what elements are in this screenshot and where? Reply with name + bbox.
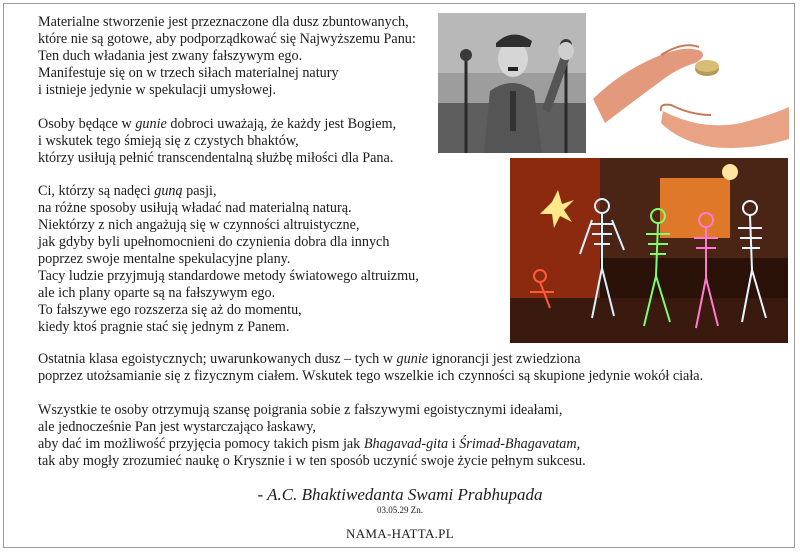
text-line: ale ich plany oparte są na fałszywym ego.: [38, 285, 276, 301]
paragraph-3: [38, 183, 419, 336]
text-line: Osoby będące w gunie dobroci uważają, że każdy jest Bogiem,: [38, 116, 397, 132]
text-line: aby dać im możliwość przyjęcia pomocy takich pism jak Bhagavad-gita i Śrimad-Bhagavatam,: [38, 436, 581, 452]
italic-title: Bhagavad-gita: [363, 436, 449, 452]
date-note: 03.05.29 Zn.: [377, 505, 423, 515]
text-line: i wskutek tego śmieją się z czystych bhaktów,: [38, 133, 299, 149]
text-line: na różne sposoby usiłują władać nad materialną naturą.: [38, 200, 352, 216]
italic-term: gunie: [396, 351, 429, 367]
text-line: Ostatnia klasa egoistycznych; uwarunkowanych dusz – tych w gunie ignorancji jest zwiedziona: [38, 351, 581, 367]
website-footer: NAMA-HATTA.PL: [346, 526, 454, 541]
text-line: Manifestuje się on w trzech siłach materialnej natury: [38, 65, 339, 81]
paragraph-5: [38, 402, 586, 470]
italic-term: guną: [154, 183, 183, 199]
text-line: Ten duch władania jest zwany fałszywym ego.: [38, 48, 303, 64]
text-line: Materialne stworzenie jest przeznaczone dla dusz zbuntowanych,: [38, 14, 409, 30]
text-line: i istnieje jedynie w spekulacji umysłowej.: [38, 82, 276, 98]
text-line: To fałszywe ego rozszerza się aż do momentu,: [38, 302, 302, 318]
text-line: poprzez utożsamianie się z fizycznym ciałem. Wskutek tego wszelkie ich czynności są skupione jedynie wokół ciała.: [38, 368, 704, 384]
paragraph-4: [38, 351, 703, 385]
text-line: Wszystkie te osoby otrzymują szansę poigrania sobie z fałszywymi egoistycznymi ideałami,: [38, 402, 563, 418]
dictator-speech-photo: [438, 13, 586, 153]
paragraph-1: [38, 14, 416, 99]
text-line: kiedy ktoś pragnie stać się jednym z Panem.: [38, 319, 290, 335]
text-line: Ci, którzy są nadęci guną pasji,: [38, 183, 217, 199]
text-line: tak aby mogły zrozumieć naukę o Kryszniе i w ten sposób uczynić swoje życie pełnym sukcesu.: [38, 453, 586, 469]
text-line: poprzez swoje mentalne spekulacyjne plany.: [38, 251, 291, 267]
text-line: które nie są gotowe, aby podporządkować się Najwyższemu Panu:: [38, 31, 416, 47]
hands-giving-coins-photo: [591, 11, 789, 154]
italic-title: Śrimad-Bhagavatam,: [459, 436, 581, 452]
text-line: którzy usiłują pełnić transcendentalną służbę miłości dla Pana.: [38, 150, 394, 166]
text-line: ale jednocześnie Pan jest wystarczająco łaskawy,: [38, 419, 316, 435]
text-line: Tacy ludzie przyjmują standardowe metody światowego altruizmu,: [38, 268, 419, 284]
text-line: Niektórzy z nich angażują się w czynności altruistyczne,: [38, 217, 360, 233]
text-line: jak gdyby byli upełnomocnieni do czynienia dobra dla innych: [38, 234, 390, 250]
author-signature: - A.C. Bhaktiwedanta Swami Prabhupada: [257, 485, 543, 504]
paragraph-2: [38, 116, 396, 167]
italic-term: gunie: [135, 116, 167, 132]
light-painting-skeletons-photo: [510, 158, 788, 343]
